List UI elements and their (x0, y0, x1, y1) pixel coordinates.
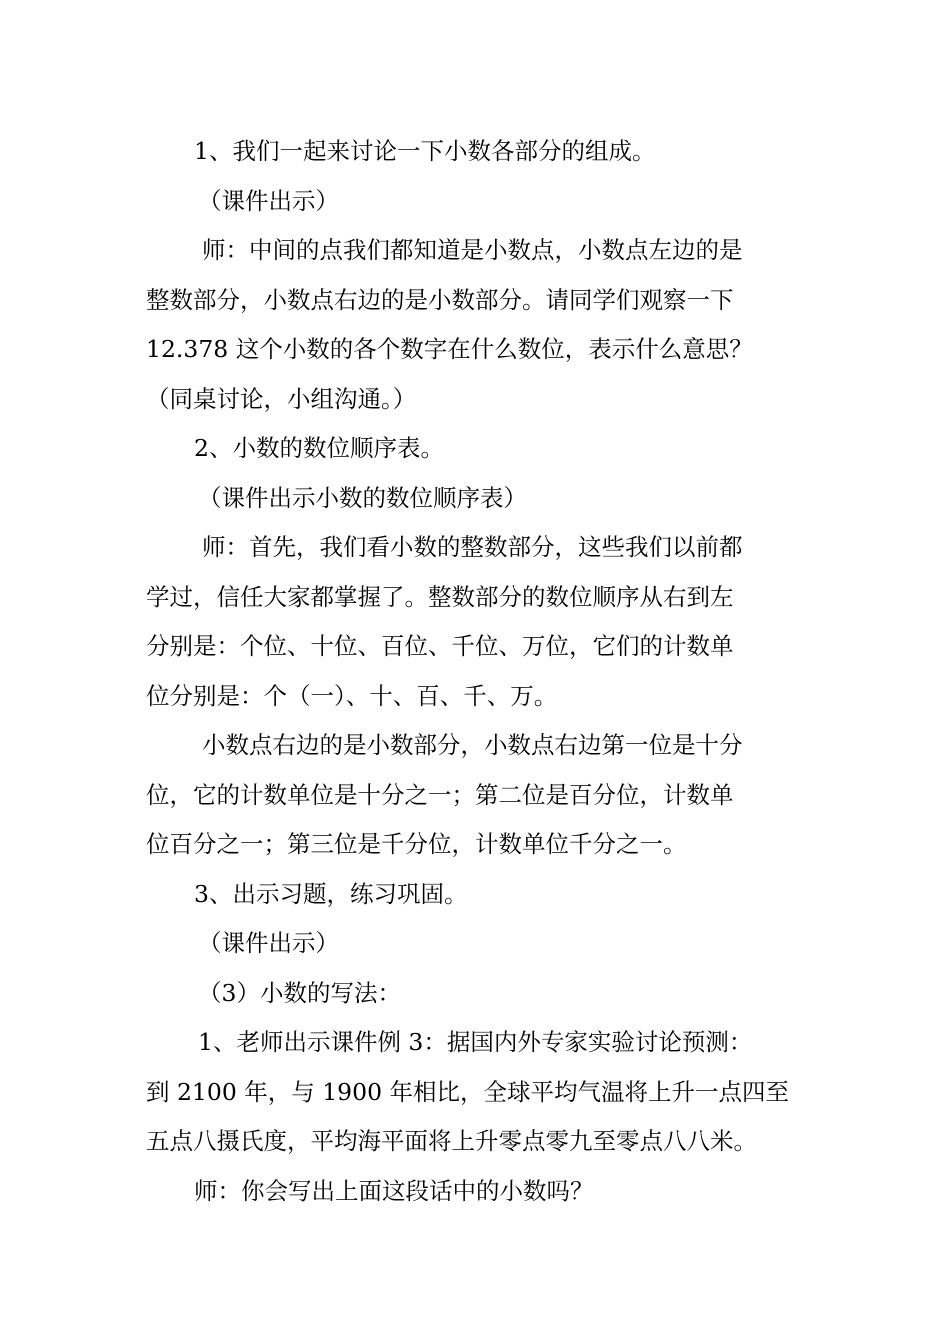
paragraph-line: 师：你会写出上面这段话中的小数吗？ (194, 1176, 594, 1205)
paragraph-line: 学过，信任大家都掌握了。整数部分的数位顺序从右到左 (146, 582, 734, 611)
paragraph-line: 3、出示习题，练习巩固。 (194, 879, 468, 908)
paragraph-line: （课件出示） (198, 929, 339, 957)
paragraph-line: 师：中间的点我们都知道是小数点，小数点左边的是 (202, 236, 743, 264)
paragraph-line: 师：首先，我们看小数的整数部分，这些我们以前都 (202, 533, 743, 561)
paragraph-line: 位，它的计数单位是十分之一；第二位是百分位，计数单 (146, 780, 734, 809)
paragraph-line: （课件出示） (198, 186, 339, 215)
paragraph-line: （课件出示小数的数位顺序表） (198, 483, 527, 512)
paragraph-line: （3）小数的写法： (198, 978, 401, 1007)
paragraph-line: 分别是：个位、十位、百位、千位、万位，它们的计数单 (146, 632, 734, 660)
paragraph-line: 整数部分，小数点右边的是小数部分。请同学们观察一下 (146, 285, 734, 314)
paragraph-line: 五点八摄氏度，平均海平面将上升零点零九至零点八八米。 (146, 1127, 757, 1155)
paragraph-line: 小数点右边的是小数部分，小数点右边第一位是十分 (202, 731, 743, 759)
document-body (146, 127, 810, 1216)
paragraph-line: 1、我们一起来讨论一下小数各部分的组成。 (194, 137, 656, 165)
paragraph-line: （同桌讨论，小组沟通。） (146, 384, 417, 413)
paragraph-line: 12.378 这个小数的各个数字在什么数位，表示什么意思？ (146, 335, 753, 363)
paragraph-line: 2、小数的数位顺序表。 (194, 434, 444, 462)
paragraph-line: 位分别是：个（一）、十、百、千、万。 (146, 681, 558, 710)
paragraph-line: 位百分之一；第三位是千分位，计数单位千分之一。 (146, 830, 687, 858)
paragraph-line: 1、老师出示课件例 3：据国内外专家实验讨论预测： (198, 1028, 753, 1056)
paragraph-line: 到 2100 年，与 1900 年相比，全球平均气温将上升一点四至 (146, 1077, 789, 1106)
